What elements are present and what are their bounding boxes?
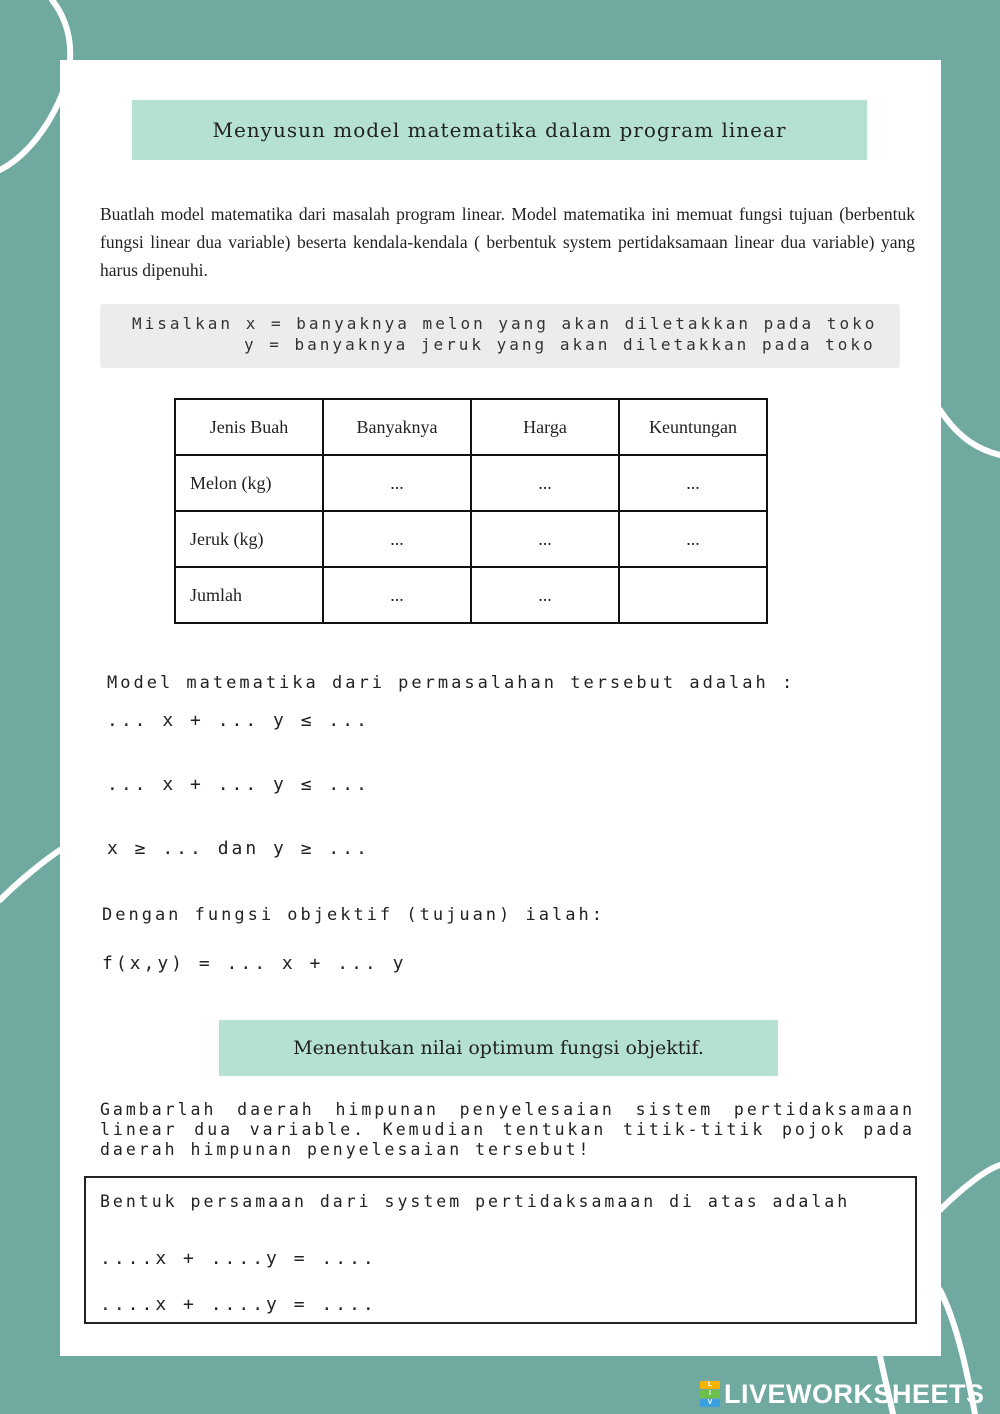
table-input-cell[interactable]: ...	[471, 511, 619, 567]
objective-function[interactable]: f(x,y) = ... x + ... y	[102, 953, 407, 974]
fruit-table	[174, 398, 768, 624]
table-row	[175, 567, 767, 623]
table-input-cell[interactable]: ...	[323, 567, 471, 623]
table-input-cell[interactable]: ...	[619, 511, 767, 567]
answer-box	[84, 1176, 917, 1324]
section-title: Menentukan nilai optimum fungsi objektif.	[293, 1037, 704, 1059]
table-header: Banyaknya	[323, 399, 471, 455]
logo-letter: L	[700, 1381, 720, 1389]
objective-heading: Dengan fungsi objektif (tujuan) ialah:	[102, 905, 605, 925]
table-row	[175, 455, 767, 511]
table-header-row	[175, 399, 767, 455]
model-heading: Model matematika dari permasalahan tersebut adalah :	[107, 673, 796, 693]
table-cell: Jeruk (kg)	[175, 511, 323, 567]
table-cell: Jumlah	[175, 567, 323, 623]
definition-y: y = banyaknya jeruk yang akan diletakkan pada toko	[244, 335, 876, 354]
table-input-cell[interactable]: ...	[323, 455, 471, 511]
answer-box-heading: Bentuk persamaan dari system pertidaksamaan di atas adalah	[100, 1192, 851, 1211]
logo-letter: V	[700, 1399, 720, 1407]
intro-paragraph: Buatlah model matematika dari masalah program linear. Model matematika ini memuat fungsi tujuan (berbentuk fungsi linear dua variable) beserta kendala-kendala ( berbentuk system pertidaksamaan linear dua variable) yang harus dipenuhi.	[100, 204, 915, 280]
constraint-1[interactable]: ... x + ... y ≤ ...	[107, 710, 370, 731]
table-header: Keuntungan	[619, 399, 767, 455]
table-row	[175, 511, 767, 567]
table-input-cell[interactable]: ...	[323, 511, 471, 567]
liveworksheets-logo	[700, 1378, 992, 1410]
constraint-2[interactable]: ... x + ... y ≤ ...	[107, 774, 370, 795]
table-input-cell[interactable]: ...	[471, 455, 619, 511]
logo-icon	[700, 1381, 720, 1407]
equation-2[interactable]: ....x + ....y = ....	[100, 1294, 377, 1315]
instruction-paragraph: Gambarlah daerah himpunan penyelesaian sistem pertidaksamaan linear dua variable. Kemudian tentukan titik-titik pojok pada daerah himpunan penyelesaian tersebut!	[100, 1100, 915, 1159]
table-header: Harga	[471, 399, 619, 455]
logo-letter: I	[700, 1390, 720, 1398]
table-cell: Melon (kg)	[175, 455, 323, 511]
logo-text: LIVEWORKSHEETS	[724, 1378, 985, 1409]
section-title-banner	[132, 100, 867, 160]
definition-x: Misalkan x = banyaknya melon yang akan diletakkan pada toko	[132, 314, 878, 333]
table-input-cell[interactable]: ...	[471, 567, 619, 623]
table-header: Jenis Buah	[175, 399, 323, 455]
constraint-3[interactable]: x ≥ ... dan y ≥ ...	[107, 838, 370, 859]
table-input-cell[interactable]: ...	[619, 455, 767, 511]
variable-definition-box	[100, 304, 900, 368]
equation-1[interactable]: ....x + ....y = ....	[100, 1248, 377, 1269]
section-title: Menyusun model matematika dalam program linear	[212, 118, 787, 142]
table-empty-cell	[619, 567, 767, 623]
worksheet-page	[60, 60, 941, 1356]
section-title-banner	[219, 1020, 778, 1076]
